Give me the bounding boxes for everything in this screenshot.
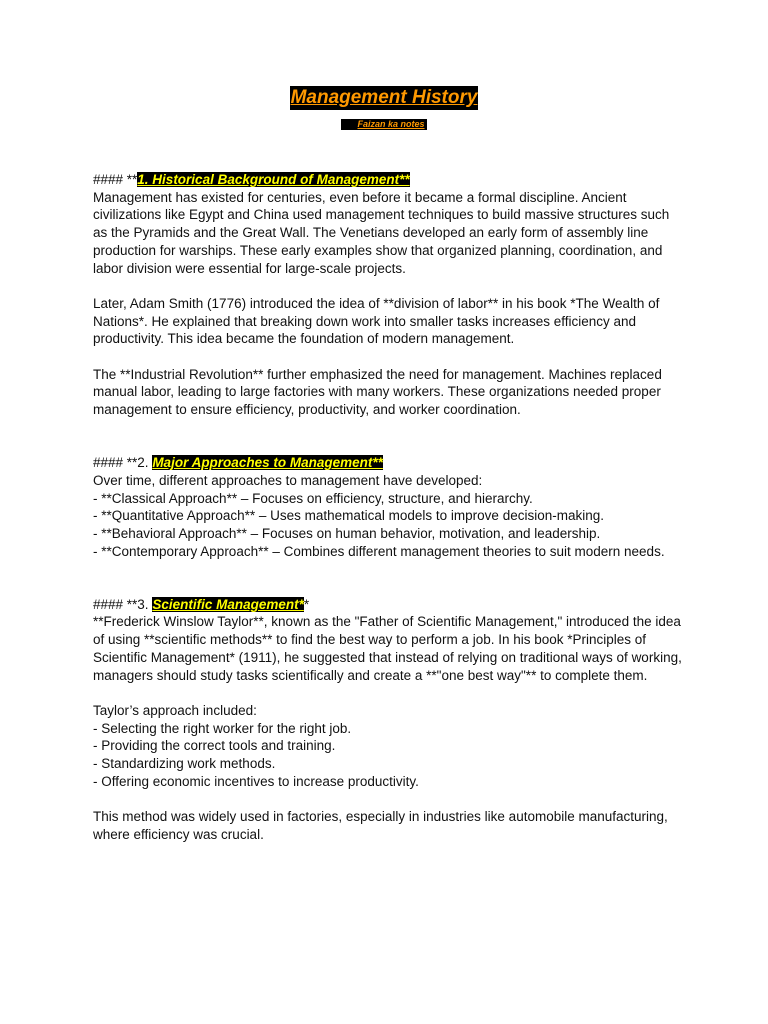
document-body	[93, 171, 683, 844]
paragraph: Later, Adam Smith (1776) introduced the idea of **division of labor** in his book *The Wealth of Nations*. He explained that breaking down work into smaller tasks increases efficiency and productivity. This idea became the foundation of modern management.	[93, 295, 660, 347]
section-1-heading	[93, 171, 683, 189]
section-2-intro: Over time, different approaches to management have developed:	[93, 472, 483, 488]
list-item: - **Classical Approach** – Focuses on efficiency, structure, and hierarchy.	[93, 490, 533, 506]
heading-highlight: Major Approaches to Management**	[152, 455, 383, 471]
list-item: - **Quantitative Approach** – Uses mathematical models to improve decision-making.	[93, 508, 604, 524]
heading-highlight: 1. Historical Background of Management**	[137, 172, 410, 187]
heading-prefix: #### **	[93, 172, 138, 187]
list-item: - Selecting the right worker for the right job.	[93, 720, 352, 736]
section-3-heading	[93, 596, 683, 614]
paragraph: Management has existed for centuries, even before it became a formal discipline. Ancient civilizations like Egypt and China used management techniques to build massive structures such as the Pyramids and the Great Wall. The Venetians developed an early form of assembly line production for warships. These early examples show that organized planning, coordination, and labor division were essential for large-scale projects.	[93, 189, 670, 276]
subtitle-block	[0, 114, 768, 132]
list-item: - Standardizing work methods.	[93, 756, 276, 772]
heading-suffix: *	[303, 596, 310, 612]
list-item: - **Behavioral Approach** – Focuses on human behavior, motivation, and leadership.	[93, 526, 601, 541]
document-title: Management History	[290, 87, 478, 108]
spacer	[93, 419, 683, 437]
paragraph: **Frederick Winslow Taylor**, known as the "Father of Scientific Management," introduced the idea of using **scientific methods** to find the best way to perform a job. In his book *Principles of Scientific Management* (1911), he suggested that instead of relying on traditional ways of working, managers should study tasks scientifically and create a **"one best way"** to complete them.	[93, 614, 682, 683]
spacer	[93, 684, 683, 702]
list-item: - Providing the correct tools and training.	[93, 738, 336, 754]
heading-highlight: Scientific Management*	[152, 596, 304, 612]
list-item: - Offering economic incentives to increase productivity.	[93, 773, 419, 789]
spacer	[93, 791, 683, 809]
spacer	[93, 560, 683, 578]
title-block	[0, 86, 768, 110]
section-2-heading	[93, 454, 683, 472]
spacer	[93, 578, 683, 596]
spacer	[93, 348, 683, 366]
heading-prefix: #### **3.	[93, 596, 153, 612]
list-intro: Taylor’s approach included:	[93, 702, 257, 718]
heading-prefix: #### **2.	[93, 455, 153, 471]
spacer	[93, 277, 683, 295]
paragraph: The **Industrial Revolution** further emphasized the need for management. Machines replaced manual labor, leading to large factories with many workers. These organizations needed proper management to ensure efficiency, productivity, and worker coordination.	[93, 366, 662, 418]
spacer	[93, 437, 683, 455]
document-subtitle: Faizan ka notes	[341, 119, 426, 130]
paragraph: This method was widely used in factories, especially in industries like automobile manufacturing, where efficiency was crucial.	[93, 809, 668, 842]
list-item: - **Contemporary Approach** – Combines different management theories to suit modern needs.	[93, 543, 665, 559]
